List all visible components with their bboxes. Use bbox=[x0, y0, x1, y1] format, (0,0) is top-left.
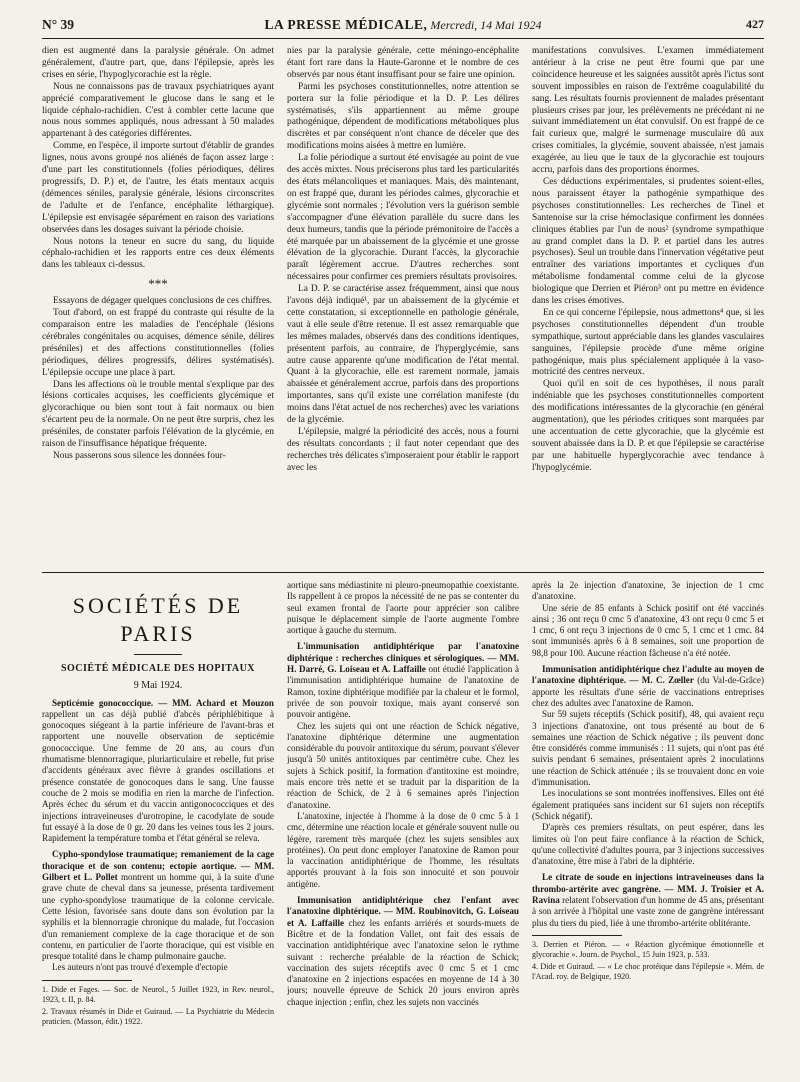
paragraph: Ces déductions expérimentales, si prudentes soient-elles, nous paraissent étayer la pathogénie sympathique des psychoses constitutionnelles. Les recherches de Tinel et Santenoise sur la crise hémoclasique confirment les données cliniques établies par l'un de nous² (syndrome sympathique au grand complet dans la D. P. et partiel dans les autres psychoses). Seul un trouble dans l'innervation végétative peut entraîner des variations importantes et cycliques d'un métabolisme fondamental comme celui de la glycose biologique que Derrien et Piéron³ ont pu mettre en évidence dans les crises émotives. bbox=[532, 176, 764, 307]
report-text: chez les enfants arriérés et sourds-muets de Bicêtre et de la fondation Vallet, ont fait des essais de vaccination antidiphtérique avec l'anatoxine selon le rythme suivant : recherche préalable de la réaction de Schick; vaccination des sujets réceptifs avec 0 cmc 5 et 1 cmc d'anatoxine en 2 injections espacées en moyenne de 14 à 30 jours; nouvelle épreuve de Schick 20 jours environ après chaque injection ; enfin, chez les sujets non vaccinés bbox=[287, 917, 519, 1007]
paragraph: Nous ne connaissons pas de travaux psychiatriques ayant apprécié comparativement le glucose dans le sang et le liquide céphalo-rachidien. C'est à combler cette lacune que nous nous sommes appliqués, nous adressant à 50 malades appartenant à des catégories différentes. bbox=[42, 81, 274, 140]
journal-name: LA PRESSE MÉDICALE, bbox=[264, 17, 428, 32]
report-text: montrent un homme qui, à la suite d'une grave chute de cheval dans sa jeunesse, présenta tardivement une cypho-spondylose traumatique de la colonne cervicale. Cette lésion, favorisée sans doute dans son évolution par la syphilis et la blennorragie chronique du malade, fut l'occasion d'un remaniement complexe de la cage thoracique et de son contenu, en particulier de l'aorte thoracique, qui est visible en presque totalité dans le champ pulmonaire gauche. bbox=[42, 872, 274, 962]
paragraph: Comme, en l'espèce, il importe surtout d'établir de grandes lignes, nous avons groupé nos aliénés de façon assez large : d'une part les constitutionnels (folies périodiques, délires progressifs, D. P.) et, de l'autre, les états mentaux acquis (démences séniles, paralysie générale, lésions circonscrites de l'adulte et de l'enfance, encéphalite léthargique). L'épilepsie est envisagée séparément en raison des variations observées dans les dosages suivant la période choisie. bbox=[42, 141, 274, 235]
report-paragraph bbox=[532, 872, 764, 928]
society-name: SOCIÉTÉ MÉDICALE DES HOPITAUX bbox=[60, 663, 256, 674]
article-column-3 bbox=[532, 46, 764, 566]
paragraph: Nous passerons sous silence les données four- bbox=[53, 451, 226, 461]
page-number: 427 bbox=[746, 17, 764, 31]
report-paragraph bbox=[532, 709, 764, 788]
title-rule bbox=[134, 654, 182, 655]
footnote: 2. Travaux résumés in Dide et Guiraud. — La Psychiatrie du Médecin praticien. (Masson, édit.) 1922. bbox=[42, 1006, 274, 1026]
report-paragraph bbox=[532, 664, 764, 709]
report-text: ont étudié l'application à l'immunisation antidiphtérique humaine de l'anatoxine de Ramon, toxine diphtérique modifiée par la chaleur et le formol, privée de son pouvoir toxique, mais ayant conservé son pouvoir antigène. bbox=[287, 664, 519, 720]
paragraph: Tout d'abord, on est frappé du contraste qui résulte de la comparaison entre les maladies de l'encéphale (lésions cérébrales congénitales ou acquises, démence sénile, délires préséniles) et des affections constitutionnelles (folies périodiques, délires progressifs, délires systématisés). L'épilepsie occupe une place à part. bbox=[42, 308, 274, 378]
report-heading: Le citrate de soude en injections intraveineuses dans la thrombo-artérite avec gangrène. — MM. J. Troisier et A. Ravina bbox=[532, 872, 764, 906]
section-title: SOCIÉTÉS DE PARIS bbox=[72, 593, 244, 646]
article-column-1 bbox=[42, 46, 274, 566]
report-heading: L'immunisation antidiphtérique par l'anatoxine diphtérique : recherches cliniques et sérologiques. — MM. H. Darré, G. Loiseau et A. Laffaille bbox=[287, 641, 519, 675]
report-text: L'anatoxine, injectée à l'homme à la dose de 0 cmc 5 à 1 cmc, détermine une réaction locale et générale souvent nulle ou légère, rarement très marquée (chez les sujets sensibles aux protéines). On peut donc employer l'anatoxine de Ramon pour la vaccination antidiphtérique de l'homme, les résultats apportés prouvant à la fois son innocuité et son pouvoir antigène. bbox=[287, 810, 519, 889]
societes-section bbox=[42, 580, 764, 1076]
report-heading: Cypho-spondylose traumatique; remaniement de la cage thoracique et de son contenu; ectopie aortique. — MM. Gilbert et L. Pollet bbox=[42, 849, 274, 883]
report-paragraph bbox=[532, 603, 764, 659]
article-columns bbox=[42, 46, 764, 566]
footnote: 4. Dide et Guiraud. — « Le choc protéique dans l'épilepsie ». Mém. de l'Acad. roy. de Belgique, 1920. bbox=[532, 961, 764, 981]
report-paragraph bbox=[42, 698, 274, 845]
report-text: (du Val-de-Grâce) apporte les résultats d'une série de vaccinations entreprises chez des adultes avec l'anatoxine de Ramon. bbox=[532, 675, 764, 708]
footnote: 1. Dide et Fages. — Soc. de Neurol., 5 Juillet 1923, in Rev. neurol., 1923, t. II, p. 84. bbox=[42, 984, 274, 1004]
report-paragraph bbox=[42, 962, 274, 973]
societes-column-2 bbox=[287, 580, 519, 1076]
journal-title bbox=[42, 17, 764, 33]
paragraph: La folie périodique a surtout été envisagée au point de vue des accès mixtes. Nous préciserons plus tard les particularités des états mélancoliques et maniaques. Mais, dès maintenant, on est frappé que, durant les périodes calmes, glycorachie et glycémie sont normales ; l'évolution vers la guérison semble s'accompagner d'une élévation parallèle du sucre dans les deux humeurs, tandis que la période prémonitoire de l'accès a été marquée par un abaissement de la glycémie et une grosse élévation de la glycorachie. Durant l'accès, la glycorachie paraît légèrement accrue. D'autres recherches sont nécessaires pour confirmer ces premiers résultats provisoires. bbox=[287, 153, 519, 283]
paragraph: Dans les affections où le trouble mental s'explique par des lésions corticales acquises, les coefficients glycémique et glycorachique ou bien sont tout à fait normaux ou bien s'écartent peu de la normale. On ne peut être surpris, chez les préséniles, de constater parfois l'élévation de la glycémie, en raison de l'insuffisance hépatique fréquente. bbox=[42, 379, 274, 450]
report-paragraph bbox=[287, 580, 519, 636]
report-heading: Septicémie gonococcique. — MM. Achard et Mouzon bbox=[52, 697, 274, 708]
report-heading: Immunisation antidiphtérique chez l'enfant avec l'anatoxine diphtérique. — MM. Roubinovitch, G. Loiseau et A. Laffaille bbox=[287, 895, 519, 928]
report-paragraph bbox=[532, 822, 764, 867]
report-text: après la 2e injection d'anatoxine, 3e injection de 1 cmc d'anatoxine. bbox=[532, 580, 764, 602]
section-separator: *** bbox=[148, 276, 168, 292]
report-text: Sur 59 sujets réceptifs (Schick positif), 48, qui avaient reçu 3 injections d'anatoxine, ont tous présenté au bout de 6 semaines une réaction de Schick négative ; ils peuvent donc être considérés comme immunisés : 11 sujets, qui n'ont pas été suivis pendant 6 semaines, présentaient après 2 inoculations une réaction de Schick atténuée ; ils se trouvaient donc en voie d'immunisation. bbox=[532, 709, 764, 788]
section-divider bbox=[42, 572, 764, 573]
societes-column-3 bbox=[532, 580, 764, 1076]
report-heading: Immunisation antidiphtérique chez l'adulte au moyen de l'anatoxine diphtérique. — M. C. Zœller bbox=[532, 664, 764, 686]
report-text: aortique sans médiastinite ni pleuro-pneumopathie coexistante. Ils rappellent à ce propos la nécessité de ne pas se contenter du seul examen frontal de l'aorte pour apprécier son calibre puisque le déplacement simple de l'aorte augmente l'ombre aortique à gauche du sternum. bbox=[287, 580, 519, 636]
issue-date: Mercredi, 14 Mai 1924 bbox=[427, 18, 542, 32]
report-paragraph bbox=[532, 580, 764, 603]
report-paragraph bbox=[287, 895, 519, 1008]
report-text: rappellent un cas déjà publié d'abcès périphlébitique à gonocoques siégeant à la partie inférieure de l'avant-bras et rapportent une nouvelle observation de septicémie gonococcique. Une femme de 20 ans, au cours d'un rhumatisme blennorragique, pluriarticulaire et rebelle, fut prise d'accidents généraux avec fièvre à grandes oscillations et présence constatée de gonocoques dans le sang. Une fausse couche de 2 mois se modifia en rien la marche de l'infection. Après échec du sérum et du vaccin antigonococciques et des injections intraveineuses d'urotropine, le cacodylate de soude fut essayé à la dose de 0 gr. 20 dans les veines tous les 2 jours. Rapidement la température tomba et l'état général se releva. bbox=[42, 708, 274, 844]
issue-number: N° 39 bbox=[42, 17, 75, 32]
report-text: Les auteurs n'ont pas trouvé d'exemple d'ectopie bbox=[52, 962, 228, 973]
report-text: relatent l'observation d'un homme de 45 ans, présentant à son arrivée à l'hôpital une vaste zone de gangrène intéressant plus du tiers du pied, liée à une thrombo-artérite oblitérante. bbox=[532, 895, 764, 928]
paragraph: Nous notons la teneur en sucre du sang, du liquide céphalo-rachidien et les rapports entre ces deux éléments dans les tableaux ci-dessus. bbox=[42, 236, 274, 271]
footnotes bbox=[532, 940, 764, 982]
report-paragraph bbox=[42, 849, 274, 962]
paragraph: En ce qui concerne l'épilepsie, nous admettons⁴ que, si les psychoses constitutionnelles dépendent d'un trouble sympathique, surtout appréciable dans les glandes vasculaires sanguines, l'épilepsie procède d'une même origine pathogénique, mais plus spécialement appliquée à la vaso-motricité des centres nerveux. bbox=[532, 307, 764, 378]
paragraph: manifestations convulsives. L'examen immédiatement antérieur à la crise ne peut être fourni que par une coïncidence heureuse et les saignées aussitôt après l'ictus sont souvent impossibles en raison de l'extrême coagulabilité du sang. Les résultats fournis proviennent de malades présentant plusieurs crises par jour, les prélèvements ne précédant ni ne suivant immédiatement un état convulsif. On est frappé de ce fait curieux que, malgré le surmenage musculaire dû aux crises comitiales, la glycémie, souvent abaissée, n'est jamais exagérée, au lieu que le taux de la glycorachie est toujours accru, parfois dans des proportions énormes. bbox=[532, 46, 764, 176]
paragraph: L'épilepsie, malgré la périodicité des accès, nous a fourni des résultats concordants ; il faut noter cependant que des recherches très délicates s'imposeraient pour établir le rapport avec les bbox=[287, 427, 519, 473]
report-paragraph bbox=[287, 721, 519, 811]
footnotes bbox=[42, 985, 274, 1027]
report-text: Une série de 85 enfants à Schick positif ont été vaccinés ainsi ; 36 ont reçu 0 cmc 5 d'anatoxine, 43 ont reçu 0 cmc 5 et 1 cmc, 6 ont reçu 3 injections de 0 cmc 5, 1 cmc et 1 cmc. 84 sont immunisés après 6 à 8 semaines, soit une proportion de 98,8 pour 100. Aucune réaction fâcheuse n'a été notée. bbox=[532, 602, 764, 658]
report-paragraph bbox=[287, 641, 519, 720]
report-paragraph bbox=[287, 811, 519, 890]
article-column-2 bbox=[287, 46, 519, 566]
paragraph: Parmi les psychoses constitutionnelles, notre attention se portera sur la folie périodique et la D. P. Les délires systématisés, s'ils appartiennent au même groupe pathogénique, dépendent de modifications métaboliques plus discrètes et par conséquent n'ont chance de déceler que des modifications moins aisées à mettre en lumière. bbox=[287, 81, 519, 152]
paragraph: dien est augmenté dans la paralysie générale. On admet généralement, d'autre part, que, dans l'épilepsie, après les crises en série, l'hypoglycorachie est la règle. bbox=[42, 46, 274, 80]
paragraph: Essayons de dégager quelques conclusions de ces chiffres. bbox=[53, 296, 273, 307]
societes-column-1 bbox=[42, 580, 274, 1076]
report-text: Les inoculations se sont montrées inoffensives. Elles ont été également pratiquées sans incident sur 61 sujets non réceptifs (Schick négatif). bbox=[532, 788, 764, 821]
page-header bbox=[42, 14, 764, 39]
report-text: Chez les sujets qui ont une réaction de Schick négative, l'anatoxine diphtérique détermine une augmentation considérable du pouvoir antitoxique du sérum, pouvant s'élever jusqu'à 50 unités antitoxiques par centimètre cube. Chez les sujets à Schick positif, la formation d'antitoxine est moindre, mais encore très nette et se traduit par la disparition de la réaction de Schick, de 2 à 6 semaines après l'injection d'anatoxine. bbox=[287, 720, 519, 810]
paragraph: La D. P. se caractérise assez fréquemment, ainsi que nous l'avons déjà indiqué¹, par un abaissement de la glycémie et cette constatation, si exceptionnelle en pathologie générale, vaut à elle seule d'être retenue. Il est assez remarquable que les mêmes malades, observés dans des conditions identiques, présentent parfois, au contraire, de l'hyperglycémie, sans autre cause apparente qu'une modification de l'état mental. Quant à la glycorachie, elle est rarement normale, jamais abaissée et généralement accrue, parfois dans des proportions importantes, sans qu'il existe une corrélation manifeste (du moins dans l'état actuel de nos recherches) avec les variations de la glycémie. bbox=[287, 284, 519, 426]
footnote-rule bbox=[42, 980, 132, 981]
paragraph: Quoi qu'il en soit de ces hypothèses, il nous paraît indéniable que les psychoses constitutionnelles comportent des modifications intéressantes de la glycorachie (en général augmentation), que les périodes critiques sont marquées par une accentuation de cette glycorachie, que la glycémie est souvent abaissée dans la D. P. et que l'épilepsie se caractérise par une habituelle hyperglycorachie avec tendance à l'hypoglycémie. bbox=[532, 379, 764, 473]
paragraph: nies par la paralysie générale, cette méningo-encéphalite étant fort rare dans la Haute-Garonne et le nombre de ces observés par nous étant insuffisant pour se faire une opinion. bbox=[287, 46, 519, 80]
report-text: D'après ces premiers résultats, on peut espérer, dans les limites où l'on peut faire confiance à la réaction de Schick, qu'une collectivité d'adultes pourra, par 3 injections successives d'anatoxine, être mise à l'abri de la diphtérie. bbox=[532, 822, 764, 867]
session-date: 9 Mai 1924. bbox=[133, 680, 183, 692]
footnote: 3. Derrien et Piéron. — « Réaction glycémique émotionnelle et glycorachie ». Journ. de Psychol., 15 Juin 1923, p. 533. bbox=[532, 939, 764, 959]
report-paragraph bbox=[532, 788, 764, 822]
footnote-rule bbox=[532, 935, 622, 936]
